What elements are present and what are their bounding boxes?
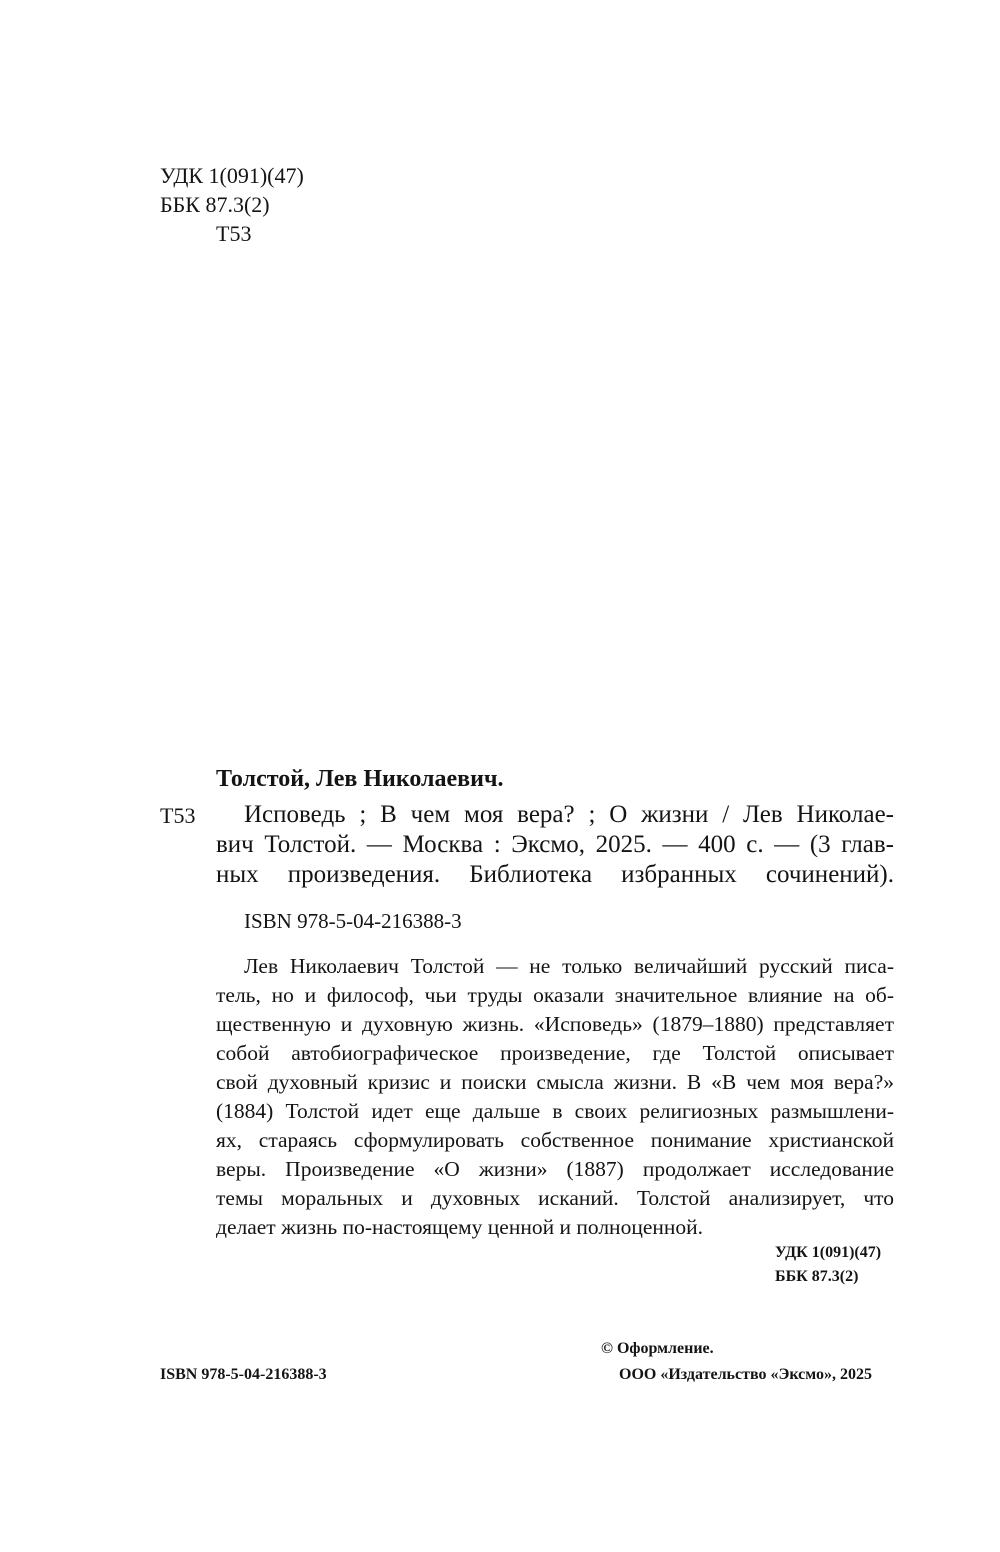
- author-heading: Толстой, Лев Николаевич.: [216, 766, 504, 792]
- bbk-code-top: ББК 87.3(2): [160, 192, 270, 217]
- copyright-line-1: © Оформление.: [601, 1340, 714, 1357]
- annotation-line: (1884) Толстой идет еще дальше в своих религиозных размышлени-: [216, 1099, 894, 1123]
- annotation-line: щественную и духовную жизнь. «Исповедь» (1879–1880) представляет: [216, 1012, 894, 1036]
- annotation-line: темы моральных и духовных исканий. Толстой анализирует, что: [216, 1186, 894, 1210]
- annotation-line: ях, стараясь сформулировать собственное понимание христианской: [216, 1128, 894, 1152]
- isbn-card: ISBN 978-5-04-216388-3: [244, 909, 462, 933]
- isbn-footer: ISBN 978-5-04-216388-3: [160, 1366, 327, 1383]
- description-line-3: ных произведения. Библиотека избранных сочинений).: [216, 861, 894, 888]
- copyright-line-2: ООО «Издательство «Эксмо», 2025: [619, 1366, 872, 1383]
- author-sign-top: Т53: [216, 221, 252, 246]
- annotation-line: тель, но и философ, чьи труды оказали значительное влияние на об-: [216, 983, 894, 1007]
- bbk-code-bottom: ББК 87.3(2): [775, 1268, 859, 1285]
- annotation-line: собой автобиографическое произведение, где Толстой описывает: [216, 1041, 894, 1065]
- description-line-2: вич Толстой. — Москва : Эксмо, 2025. — 400 с. — (3 глав-: [216, 831, 894, 858]
- annotation-line-last: делает жизнь по-настоящему ценной и полноценной.: [216, 1215, 704, 1239]
- annotation-line: Лев Николаевич Толстой — не только величайший русский писа-: [244, 954, 894, 978]
- description-line-1: Исповедь ; В чем моя вера? ; О жизни / Лев Николае-: [244, 801, 894, 828]
- annotation-line: свой духовный кризис и поиски смысла жизни. В «В чем моя вера?»: [216, 1070, 894, 1094]
- author-sign-card: Т53: [160, 803, 196, 828]
- udk-code-bottom: УДК 1(091)(47): [775, 1244, 882, 1261]
- annotation-line: веры. Произведение «О жизни» (1887) продолжает исследование: [216, 1157, 894, 1181]
- udk-code-top: УДК 1(091)(47): [160, 163, 304, 188]
